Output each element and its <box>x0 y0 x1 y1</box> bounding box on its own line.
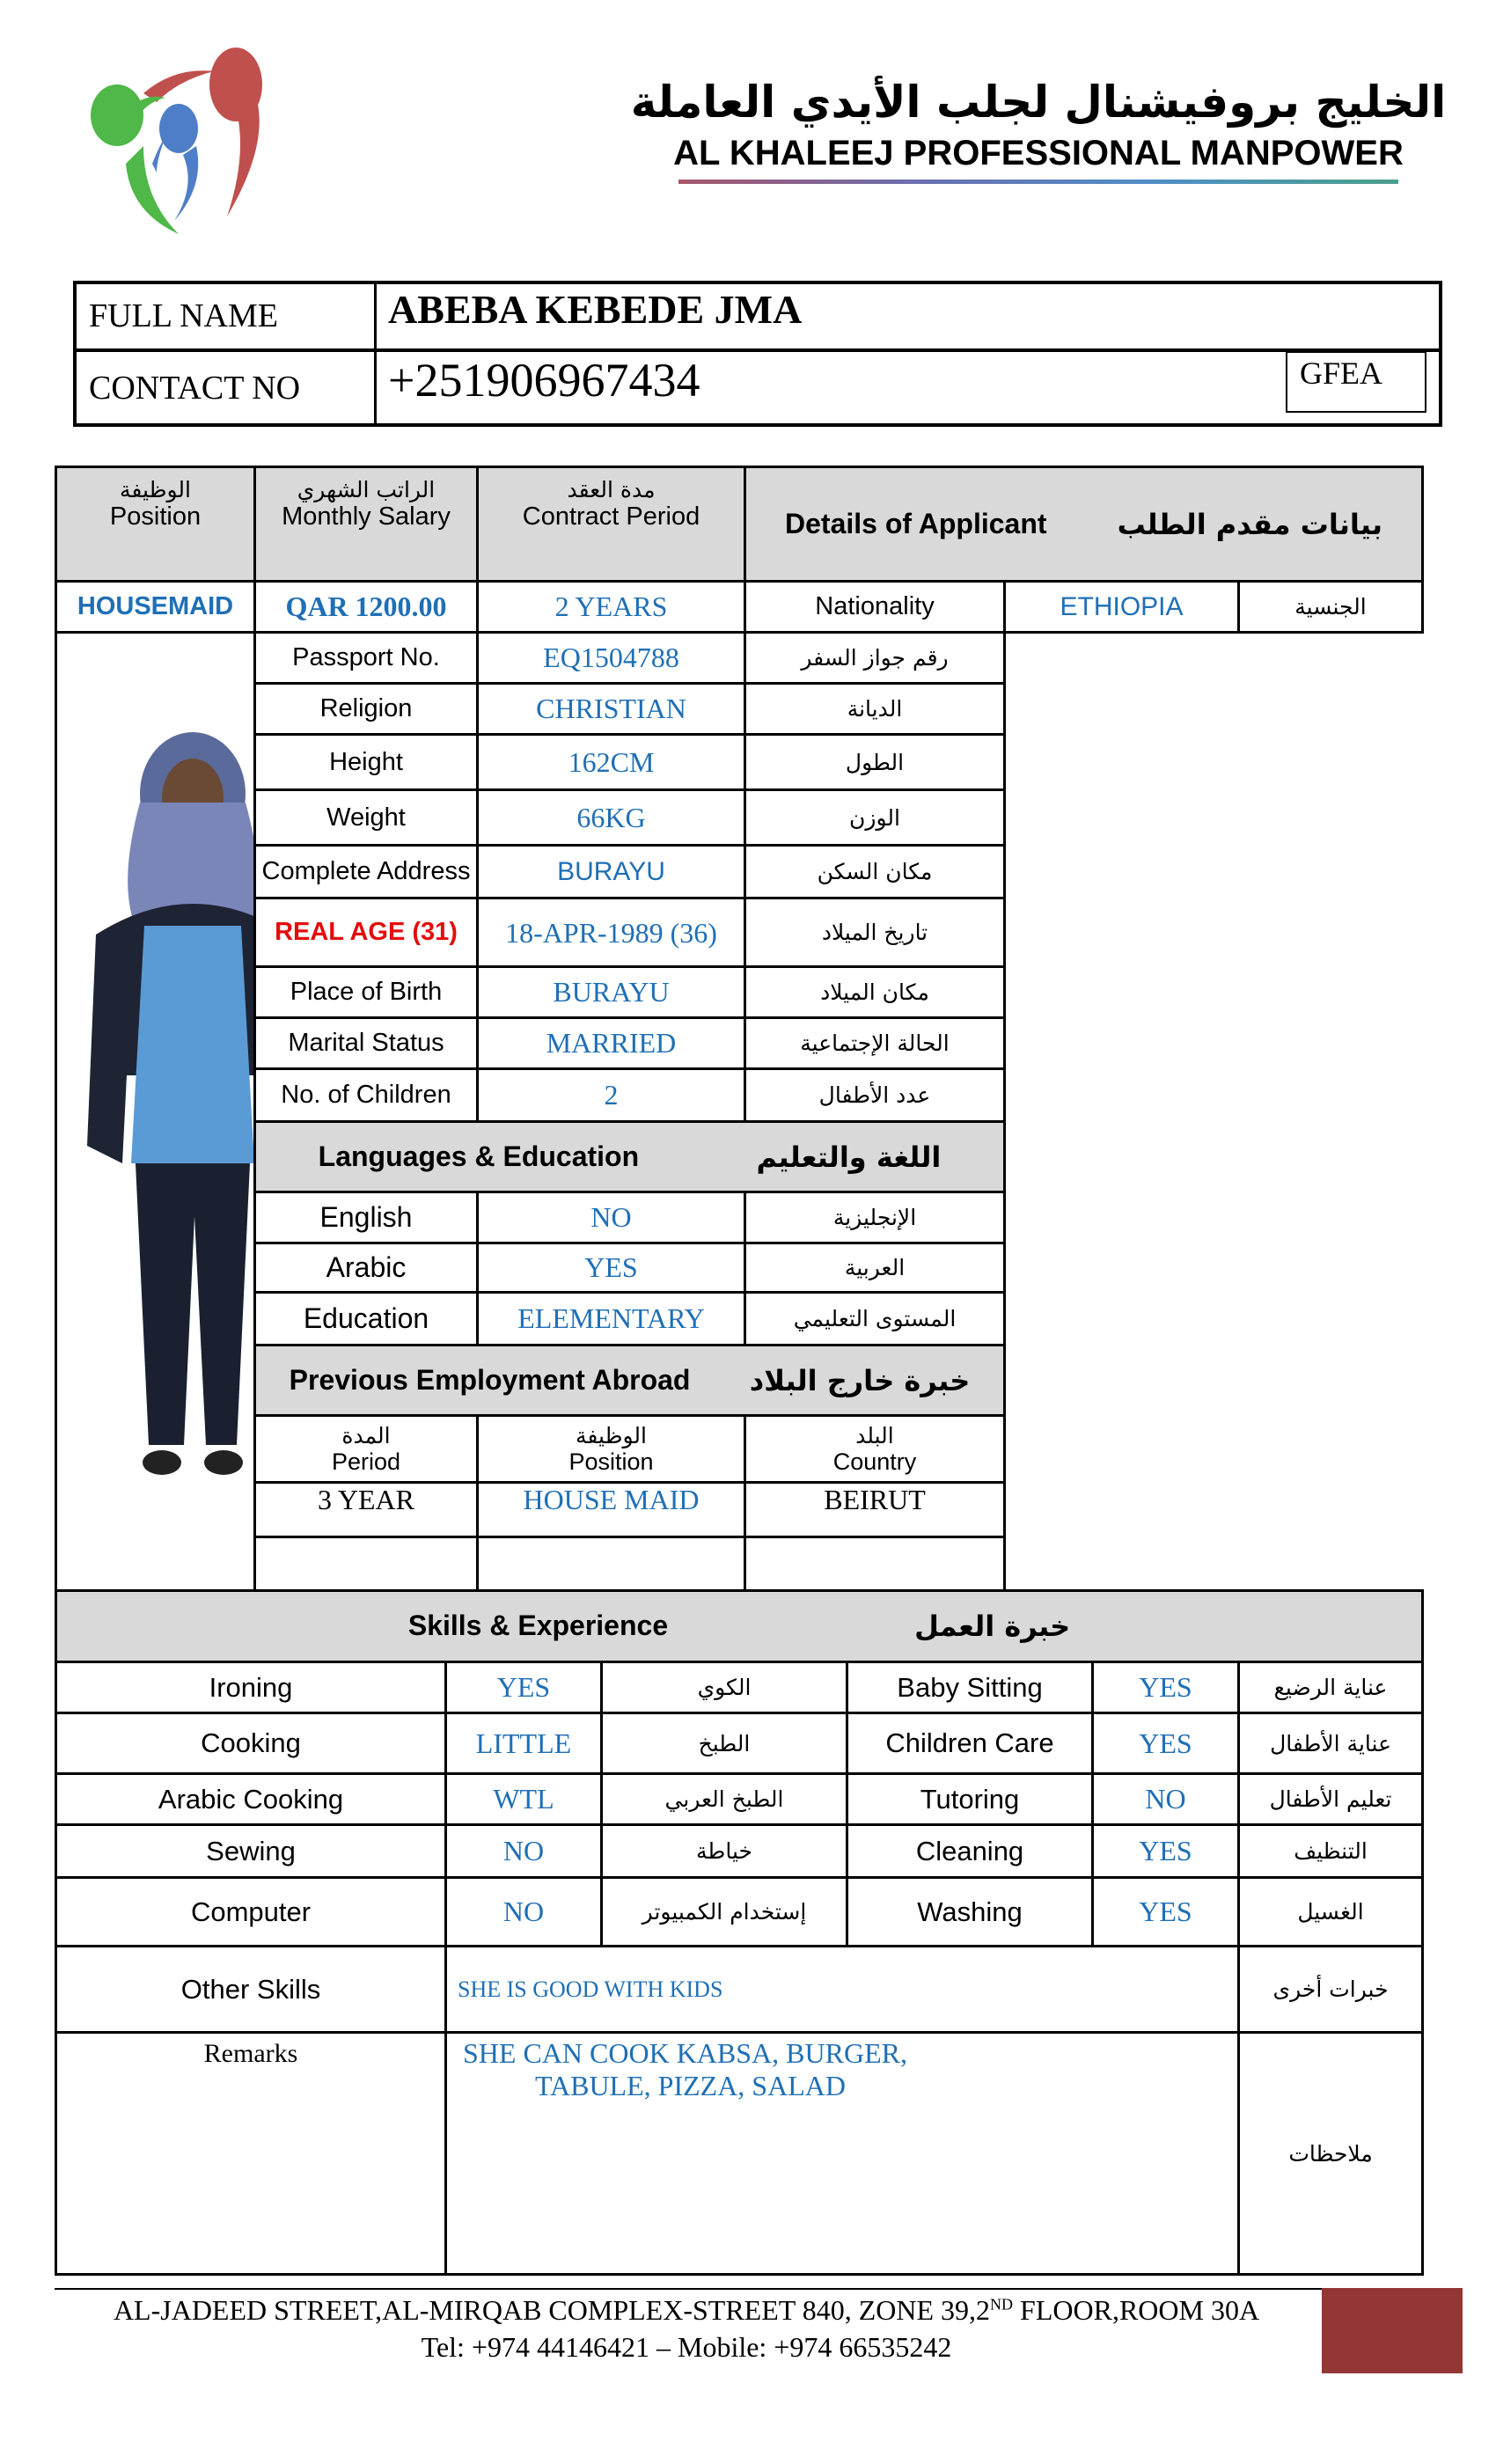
detail-row <box>56 684 1423 735</box>
detail-label: Weight <box>255 790 478 846</box>
skill-label: Arabic Cooking <box>56 1774 446 1825</box>
contract-header-ar: مدة العقد <box>567 477 656 502</box>
other-skills-label: Other Skills <box>56 1947 446 2033</box>
language-label-ar: الإنجليزية <box>745 1192 1005 1243</box>
contract-header-en: Contract Period <box>522 502 700 531</box>
language-label-ar: المستوى التعليمي <box>745 1293 1005 1346</box>
detail-row <box>56 735 1423 790</box>
detail-row <box>56 1069 1423 1122</box>
agency-code: GFEA <box>1286 351 1426 413</box>
employment-column-header <box>478 1416 745 1483</box>
skill-label-ar: الطبخ العربي <box>602 1774 847 1825</box>
position-header <box>56 467 255 582</box>
language-value: ELEMENTARY <box>478 1293 745 1346</box>
skill-value: NO <box>446 1878 602 1947</box>
detail-label: Nationality <box>745 582 1005 633</box>
company-name-english: AL KHALEEJ PROFESSIONAL MANPOWER <box>673 133 1404 172</box>
skills-title-en: Skills & Experience <box>407 1610 669 1641</box>
company-logo <box>77 32 315 234</box>
language-label-ar: العربية <box>745 1243 1005 1293</box>
employment-country: BEIRUT <box>745 1483 1005 1537</box>
language-label: English <box>255 1192 478 1243</box>
details-header <box>745 467 1423 582</box>
photo-cell <box>56 633 255 1593</box>
skill-label-ar: تعليم الأطفال <box>1239 1774 1423 1825</box>
applicant-details-table <box>55 466 1424 1594</box>
employment-position: HOUSE MAID <box>478 1483 745 1537</box>
employment-col-ar: المدة <box>341 1422 391 1448</box>
employment-column-header <box>745 1416 1005 1483</box>
skill-value: NO <box>1093 1774 1239 1825</box>
divider <box>374 284 377 423</box>
full-name-value: ABEBA KEBEDE JMA <box>388 287 803 332</box>
employment-col-ar: البلد <box>855 1422 894 1448</box>
skill-label-ar: التنظيف <box>1239 1825 1423 1878</box>
remarks-label-ar: ملاحظات <box>1239 2033 1423 2275</box>
detail-label-ar: تاريخ الميلاد <box>745 898 1005 967</box>
remarks-value <box>446 2033 1239 2275</box>
skill-label-ar: خياطة <box>602 1825 847 1878</box>
detail-label: No. of Children <box>255 1069 478 1122</box>
applicant-name-box <box>73 281 1442 427</box>
other-skills-label-ar: خبرات أخرى <box>1239 1947 1423 2033</box>
empty-cell <box>255 1537 478 1593</box>
detail-row <box>56 967 1423 1018</box>
details-title-ar: بيانات مقدم الطلب <box>1117 507 1382 541</box>
contact-value: +251906967434 <box>388 354 700 407</box>
company-brand <box>616 77 1461 184</box>
detail-label-ar: الوزن <box>745 790 1005 846</box>
skill-label: Baby Sitting <box>847 1662 1093 1713</box>
employment-header <box>255 1346 1005 1416</box>
skill-value: YES <box>1093 1878 1239 1947</box>
contact-label: CONTACT NO <box>89 370 301 407</box>
detail-label: Place of Birth <box>255 967 478 1018</box>
salary-header-en: Monthly Salary <box>282 502 451 531</box>
skill-label-ar: عناية الرضيع <box>1239 1662 1423 1713</box>
detail-label: Passport No. <box>255 633 478 684</box>
skill-row <box>56 1878 1423 1947</box>
skills-table <box>55 1589 1424 2276</box>
language-value: NO <box>478 1192 745 1243</box>
languages-header <box>255 1122 1005 1192</box>
detail-value: 162CM <box>478 735 745 790</box>
detail-row <box>56 1018 1423 1069</box>
skill-value: YES <box>1093 1662 1239 1713</box>
salary-header <box>255 467 478 582</box>
detail-value: CHRISTIAN <box>478 684 745 735</box>
skill-row <box>56 1662 1423 1713</box>
employment-title-ar: خبرة خارج البلاد <box>749 1363 971 1397</box>
detail-row <box>56 790 1423 846</box>
skill-label: Children Care <box>847 1713 1093 1774</box>
other-skills-value: SHE IS GOOD WITH KIDS <box>446 1947 1239 2033</box>
contract-value: 2 YEARS <box>478 582 745 633</box>
skill-label: Washing <box>847 1878 1093 1947</box>
skill-label-ar: الطبخ <box>602 1713 847 1774</box>
details-title-en: Details of Applicant <box>785 508 1047 539</box>
empty-cell <box>478 1537 745 1593</box>
detail-value: BURAYU <box>478 846 745 898</box>
skill-row <box>56 1825 1423 1878</box>
skill-value: LITTLE <box>446 1713 602 1774</box>
detail-label: Height <box>255 735 478 790</box>
position-header-ar: الوظيفة <box>120 477 191 502</box>
divider <box>77 348 1439 352</box>
skill-value: YES <box>1093 1713 1239 1774</box>
detail-value: 2 <box>478 1069 745 1122</box>
skill-label-ar: الغسيل <box>1239 1878 1423 1947</box>
detail-label-ar: الجنسية <box>1239 582 1423 633</box>
remarks-line: SHE CAN COOK KABSA, BURGER, <box>463 2037 907 2069</box>
skill-row <box>56 1713 1423 1774</box>
detail-value: 18-APR-1989 (36) <box>478 898 745 967</box>
detail-value: 66KG <box>478 790 745 846</box>
employment-col-en: Period <box>331 1448 401 1475</box>
address-text: AL-JADEED STREET,AL-MIRQAB COMPLEX-STREET 840, ZONE 39,2 <box>113 2294 991 2326</box>
salary-value: QAR 1200.00 <box>255 582 478 633</box>
skill-label-ar: عناية الأطفال <box>1239 1713 1423 1774</box>
detail-row <box>56 898 1423 967</box>
footer-accent-block <box>1322 2288 1463 2373</box>
detail-label-ar: رقم جواز السفر <box>745 633 1005 684</box>
employment-column-header <box>255 1416 478 1483</box>
contract-header <box>478 467 745 582</box>
remarks-label: Remarks <box>56 2033 446 2275</box>
skill-label: Ironing <box>56 1662 446 1713</box>
skills-title-ar: خبرة العمل <box>914 1610 1071 1643</box>
detail-label: Marital Status <box>255 1018 478 1069</box>
detail-value: EQ1504788 <box>478 633 745 684</box>
footer-phone: Tel: +974 44146421 – Mobile: +974 66535242 <box>421 2331 952 2364</box>
skill-label: Computer <box>56 1878 446 1947</box>
employment-title-en: Previous Employment Abroad <box>289 1364 691 1396</box>
position-value: HOUSEMAID <box>56 582 255 633</box>
skill-label: Tutoring <box>847 1774 1093 1825</box>
detail-row <box>56 582 1423 633</box>
detail-label-ar: الحالة الإجتماعية <box>745 1018 1005 1069</box>
detail-label: Religion <box>255 684 478 735</box>
detail-label: REAL AGE (31) <box>255 898 478 967</box>
skill-value: NO <box>446 1825 602 1878</box>
employment-col-ar: الوظيفة <box>576 1422 647 1448</box>
skills-header <box>56 1591 1423 1662</box>
remarks-line: TABULE, PIZZA, SALAD <box>535 2070 846 2101</box>
detail-value: MARRIED <box>478 1018 745 1069</box>
language-label: Education <box>255 1293 478 1346</box>
skill-value: WTL <box>446 1774 602 1825</box>
language-label: Arabic <box>255 1243 478 1293</box>
address-text-end: FLOOR,ROOM 30A <box>1013 2294 1260 2326</box>
skill-label: Sewing <box>56 1825 446 1878</box>
footer <box>55 2293 1318 2365</box>
full-name-label: FULL NAME <box>89 297 278 334</box>
detail-label-ar: الطول <box>745 735 1005 790</box>
skill-label: Cleaning <box>847 1825 1093 1878</box>
employment-col-en: Position <box>568 1448 654 1475</box>
skill-label-ar: الكوي <box>602 1662 847 1713</box>
address-sup: ND <box>990 2295 1014 2314</box>
skill-value: YES <box>446 1662 602 1713</box>
applicant-photo <box>61 723 255 1498</box>
detail-label-ar: عدد الأطفال <box>745 1069 1005 1122</box>
detail-label-ar: مكان الميلاد <box>745 967 1005 1018</box>
detail-label: Complete Address <box>255 846 478 898</box>
company-name-arabic: الخليج بروفيشنال لجلب الأيدي العاملة <box>630 77 1447 128</box>
skill-row <box>56 1774 1423 1825</box>
header-divider <box>678 180 1398 184</box>
detail-label-ar: مكان السكن <box>745 846 1005 898</box>
skill-label-ar: إستخدام الكمبيوتر <box>602 1878 847 1947</box>
languages-title-ar: اللغة والتعليم <box>756 1140 942 1174</box>
language-value: YES <box>478 1243 745 1293</box>
employment-col-en: Country <box>832 1448 917 1475</box>
detail-value: ETHIOPIA <box>1005 582 1239 633</box>
employment-period: 3 YEAR <box>255 1483 478 1537</box>
detail-row <box>56 633 1423 684</box>
languages-title-en: Languages & Education <box>318 1140 640 1172</box>
detail-value: BURAYU <box>478 967 745 1018</box>
position-header-en: Position <box>109 502 202 531</box>
detail-row <box>56 846 1423 898</box>
detail-label-ar: الديانة <box>745 684 1005 735</box>
skill-value: YES <box>1093 1825 1239 1878</box>
empty-cell <box>745 1537 1005 1593</box>
footer-divider <box>55 2288 1322 2290</box>
footer-address <box>55 2293 1318 2327</box>
skill-label: Cooking <box>56 1713 446 1774</box>
salary-header-ar: الراتب الشهري <box>297 477 436 502</box>
